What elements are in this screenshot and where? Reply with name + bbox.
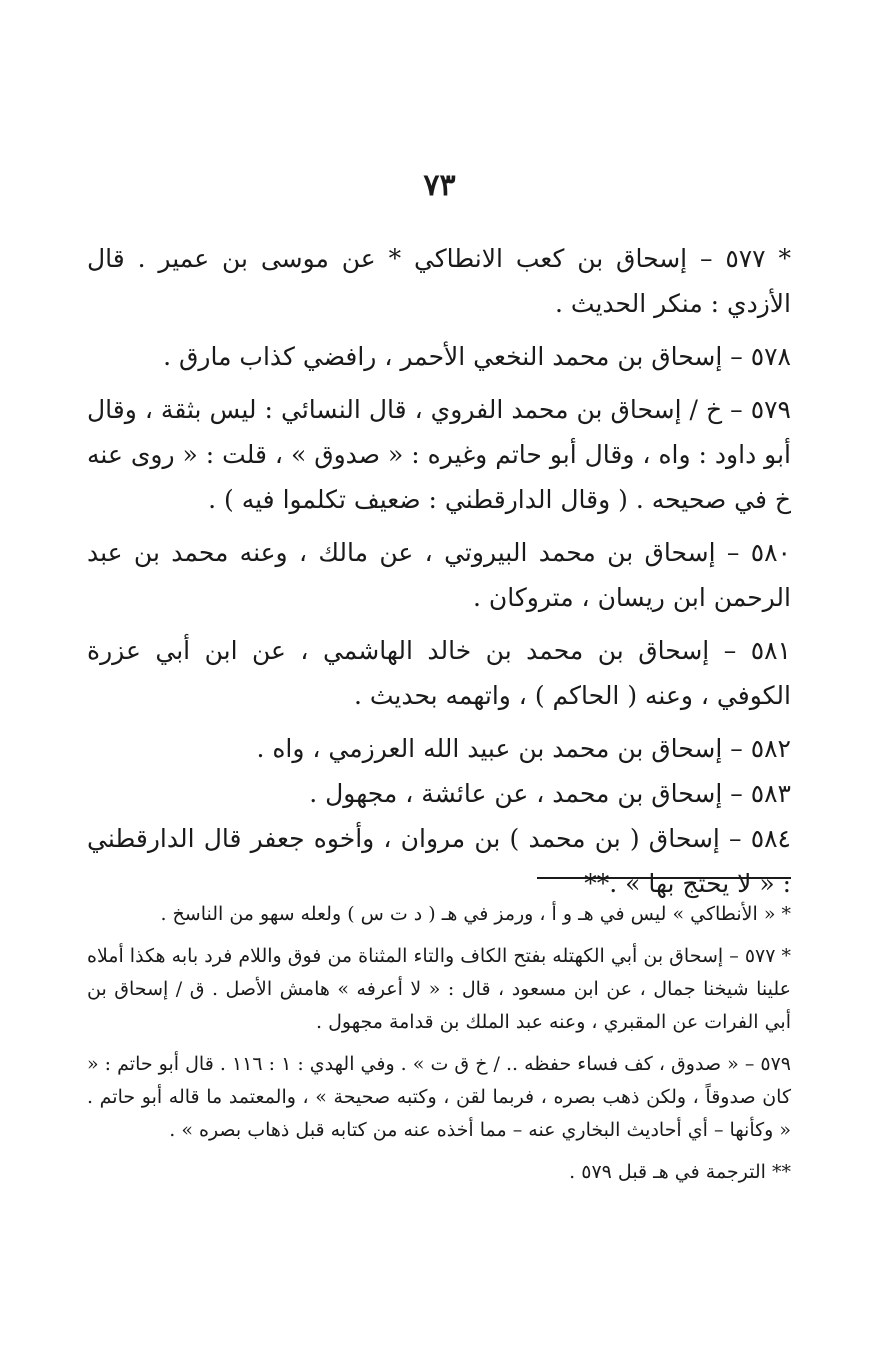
footnote-579: ٥٧٩ – « صدوق ، كف فساء حفظه .. / خ ق ت » . وفي الهدي : ١ : ١١٦ . قال أبو حاتم : « كان صدوقاً ، ولكن ذهب بصره ، فربما لقن ، وكتبه صحيحة » ، والمعتمد ما قاله أبو حاتم . « وكأنها – أي أحاديث البخاري عنه – مما أخذه عنه من كتابه قبل ذهاب بصره » . xyxy=(87,1053,791,1141)
footnote-divider xyxy=(537,877,791,879)
entry-583: ٥٨٣ – إسحاق بن محمد ، عن عائشة ، مجهول . xyxy=(309,779,791,808)
entry-581: ٥٨١ – إسحاق بن محمد بن خالد الهاشمي ، عن ابن أبي عزرة الكوفي ، وعنه ( الحاكم ) ، واتهمه بحديث . xyxy=(87,636,791,710)
entry-584: ٥٨٤ – إسحاق ( بن محمد ) بن مروان ، وأخوه جعفر قال الدارقطني : « لا يحتج بها » .** xyxy=(87,824,791,898)
footnote-translation-note: ** الترجمة في هـ قبل ٥٧٩ . xyxy=(569,1161,791,1183)
entry-580: ٥٨٠ – إسحاق بن محمد البيروتي ، عن مالك ، وعنه محمد بن عبد الرحمن ابن ريسان ، متروكان . xyxy=(87,538,791,612)
footnotes xyxy=(87,898,791,1189)
footnote-antaki: * « الأنطاكي » ليس في هـ و أ ، ورمز في هـ ( د ت س ) ولعله سهو من الناسخ . xyxy=(160,903,791,925)
footnote-577: * ٥٧٧ – إسحاق بن أبي الكهتله بفتح الكاف والتاء المثناة من فوق واللام فرد بابه هكذا أملاه علينا شيخنا جمال ، عن ابن مسعود ، قال : « لا أعرفه » هامش الأصل . ق / إسحاق بن أبي الفرات عن المقبري ، وعنه عبد الملك بن قدامة مجهول . xyxy=(87,945,792,1033)
entry-582: ٥٨٢ – إسحاق بن محمد بن عبيد الله العرزمي ، واه . xyxy=(256,734,791,763)
entry-577: * ٥٧٧ – إسحاق بن كعب الانطاكي * عن موسى بن عمير . قال الأزدي : منكر الحديث . xyxy=(87,244,791,318)
main-text xyxy=(87,236,791,906)
entry-578: ٥٧٨ – إسحاق بن محمد النخعي الأحمر ، رافضي كذاب مارق . xyxy=(163,342,791,371)
entry-579: ٥٧٩ – خ / إسحاق بن محمد الفروي ، قال النسائي : ليس بثقة ، وقال أبو داود : واه ، وقال أبو حاتم وغيره : « صدوق » ، قلت : « روى عنه خ في صحيحه . ( وقال الدارقطني : ضعيف تكلموا فيه ) . xyxy=(87,395,791,514)
page-number: ٧٣ xyxy=(423,168,456,203)
